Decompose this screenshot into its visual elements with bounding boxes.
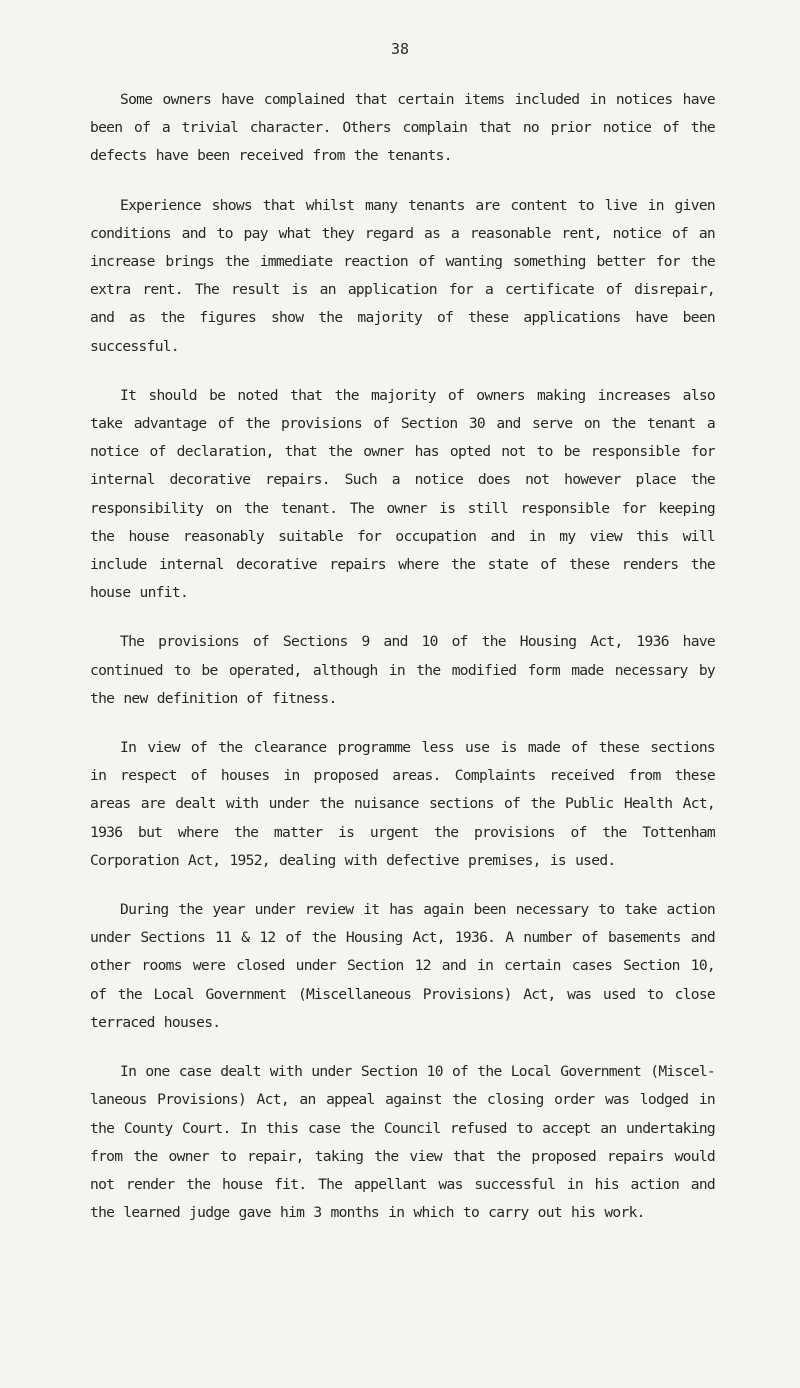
body-text [90, 86, 715, 1248]
page-number: 38 [390, 40, 410, 58]
paragraph-section-30: It should be noted that the majority of owners making increases also take advantage of the provisions of Section 30 and serve on the tenant a notice of declaration, that the owner has opted not to be responsible for internal decorative repairs. Such a notice does not however place the responsibility on the tenant. The owner is still responsible for keeping the house reasonably suitable for occupation and in my view this will include internal decorative repairs where the state of these renders the house unfit. [90, 386, 715, 602]
paragraph-clearance-programme: In view of the clearance programme less use is made of these sections in respect of houses in proposed areas. Complaints received from these areas are dealt with under the nuisance sections of the Public Health Act, 1936 but where the matter is urgent the provisions of the Tottenham Corporation Act, 1952, dealing with defective premises, is used. [90, 739, 715, 869]
paragraph-owner-complaints: Some owners have complained that certain items included in notices have been of a trivial character. Others complain that no prior notice of the defects have been received from the tenants. [90, 91, 715, 165]
paragraph-appeal-case: In one case dealt with under Section 10 of the Local Government (Miscel- laneous Provisions) Act, an appeal against the closing order was lodged in the County Court. In this case the Council refused to accept an undertaking from the owner to repair, taking the view that the proposed repairs would not render the house fit. The appellant was successful in his action and the learned judge gave him 3 months in which to carry out his work. [90, 1063, 715, 1222]
paragraph-experience: Experience shows that whilst many tenants are content to live in given conditions and to pay what they regard as a reasonable rent, notice of an increase brings the immediate reaction of wanting something better for the extra rent. The result is an application for a certificate of disrepair, and as the figures show the majority of these applications have been successful. [90, 196, 715, 355]
paragraph-sections-9-10: The provisions of Sections 9 and 10 of the Housing Act, 1936 have continued to be operated, although in the modified form made necessary by the new definition of fitness. [90, 633, 715, 707]
paragraph-sections-11-12: During the year under review it has again been necessary to take action under Sections 11 & 12 of the Housing Act, 1936. A number of basements and other rooms were closed under Section 12 and in certain cases Section 10, of the Local Government (Miscellaneous Provisions) Act, was used to close terraced houses. [90, 901, 715, 1031]
